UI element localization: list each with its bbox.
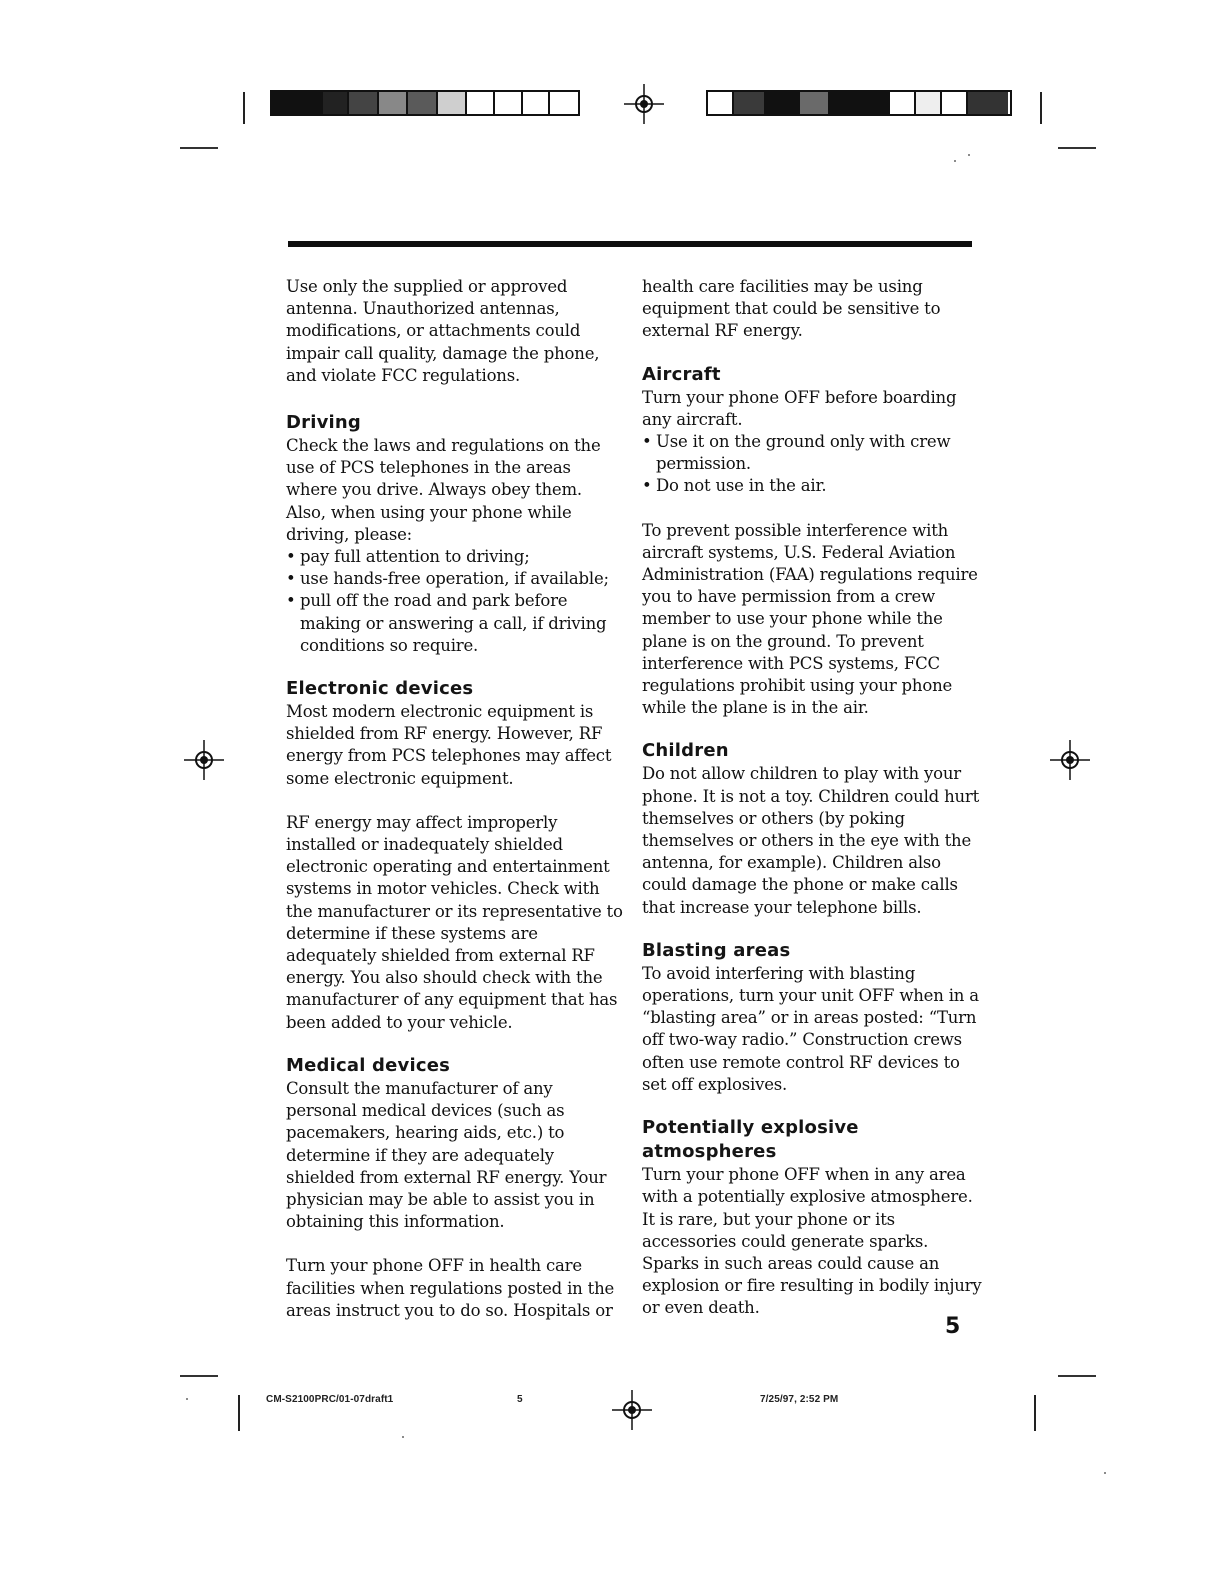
list-item: • use hands-free operation, if available; <box>286 568 626 590</box>
registration-target-bottom-icon <box>612 1390 652 1430</box>
blasting-paragraph: To avoid interfering with blasting operations, turn your unit OFF when in a “blasting area” or in areas posted: “Turn off two-way radio.” Construction crews often use remote control RF devices to set off explosives. <box>642 963 979 1094</box>
crop-mark-right-bottom <box>1058 1375 1096 1377</box>
registration-target-right-icon <box>1050 740 1090 780</box>
left-column <box>286 276 626 1322</box>
driving-paragraph: Check the laws and regulations on the use of PCS telephones in the areas where you drive. Always obey them. Also, when using your phone while driving, please: <box>286 436 601 544</box>
crop-mark-top-right <box>1040 92 1042 124</box>
header-rule <box>288 241 972 247</box>
scan-speck <box>954 160 956 162</box>
footer-page: 5 <box>517 1394 523 1405</box>
children-heading: Children <box>642 740 729 762</box>
crop-mark-top-left <box>243 92 245 124</box>
footer-file-name: CM-S2100PRC/01-07draft1 <box>266 1394 394 1405</box>
page-number: 5 <box>945 1314 961 1339</box>
registration-target-left-icon <box>184 740 224 780</box>
aircraft-bullet-list <box>642 431 982 498</box>
crop-mark-right-top <box>1058 147 1096 149</box>
aircraft-paragraph-2: To prevent possible interference with aircraft systems, U.S. Federal Aviation Administration (FAA) regulations require you to have permission from a crew member to use your phone while the plane is on the ground. To prevent interference with PCS systems, FCC regulations prohibit using your phone while the plane is in the air. <box>642 520 978 718</box>
children-paragraph: Do not allow children to play with your phone. It is not a toy. Children could hurt themselves or others (by poking themselves or others in the eye with the antenna, for example). Children also could damage the phone or make calls that increase your telephone bills. <box>642 764 980 917</box>
driving-heading: Driving <box>286 412 361 434</box>
right-column <box>642 276 982 1320</box>
calibration-bar-right <box>706 90 1012 116</box>
scan-speck <box>968 154 970 156</box>
aircraft-heading: Aircraft <box>642 363 721 385</box>
medical-devices-section <box>286 1054 626 1322</box>
list-item: • Use it on the ground only with crew permission. <box>642 431 982 475</box>
crop-mark-bottom-right <box>1034 1395 1036 1431</box>
list-item: • pay full attention to driving; <box>286 546 626 568</box>
list-item: • Do not use in the air. <box>642 475 982 497</box>
calibration-bar-left <box>270 90 580 116</box>
aircraft-section <box>642 363 982 720</box>
blasting-areas-heading: Blasting areas <box>642 939 791 961</box>
electronic-devices-heading: Electronic devices <box>286 678 474 700</box>
medical-paragraph-2: Turn your phone OFF in health care facilities when regulations posted in the areas instruct you to do so. Hospitals or <box>286 1256 615 1320</box>
blasting-areas-section <box>642 939 982 1096</box>
continued-paragraph: health care facilities may be using equipment that could be sensitive to external RF energy. <box>642 277 941 341</box>
scan-speck <box>1104 1472 1106 1474</box>
electronic-paragraph-2: RF energy may affect improperly installed or inadequately shielded electronic operating and entertainment systems in motor vehicles. Check with the manufacturer or its representative to determine if these systems are adequately shielded from external RF energy. You also should check with the manufacturer of any equipment that has been added to your vehicle. <box>286 812 623 1032</box>
aircraft-paragraph: Turn your phone OFF before boarding any aircraft. <box>642 387 957 429</box>
explosive-paragraph: Turn your phone OFF when in any area with a potentially explosive atmosphere. It is rare, but your phone or its accessories could generate sparks. Sparks in such areas could cause an explosion or fire resulting in bodily injury or even death. <box>642 1165 982 1318</box>
crop-mark-left-top <box>180 147 218 149</box>
medical-paragraph-1: Consult the manufacturer of any personal medical devices (such as pacemakers, hearing aids, etc.) to determine if they are adequately shielded from external RF energy. Your physician may be able to assist you in obtaining this information. <box>286 1078 607 1232</box>
electronic-paragraph-1: Most modern electronic equipment is shielded from RF energy. However, RF energy from PCS telephones may affect some electronic equipment. <box>286 702 612 788</box>
electronic-devices-section <box>286 677 626 1034</box>
explosive-atmospheres-heading: Potentially explosive atmospheres <box>642 1117 859 1163</box>
registration-target-top-icon <box>624 84 664 124</box>
driving-bullet-list <box>286 546 626 657</box>
list-item: • pull off the road and park before making or answering a call, if driving conditions so require. <box>286 590 626 657</box>
driving-section <box>286 411 626 657</box>
children-section <box>642 739 982 918</box>
footer-datetime: 7/25/97, 2:52 PM <box>760 1394 839 1405</box>
medical-devices-heading: Medical devices <box>286 1054 451 1076</box>
antenna-paragraph: Use only the supplied or approved antenna. Unauthorized antennas, modifications, or attachments could impair call quality, damage the phone, and violate FCC regulations. <box>286 277 600 385</box>
explosive-atmospheres-section <box>642 1116 982 1319</box>
scan-speck <box>402 1436 404 1438</box>
crop-mark-bottom-left <box>238 1395 240 1431</box>
crop-mark-left-bottom <box>180 1375 218 1377</box>
scan-speck <box>186 1398 188 1400</box>
